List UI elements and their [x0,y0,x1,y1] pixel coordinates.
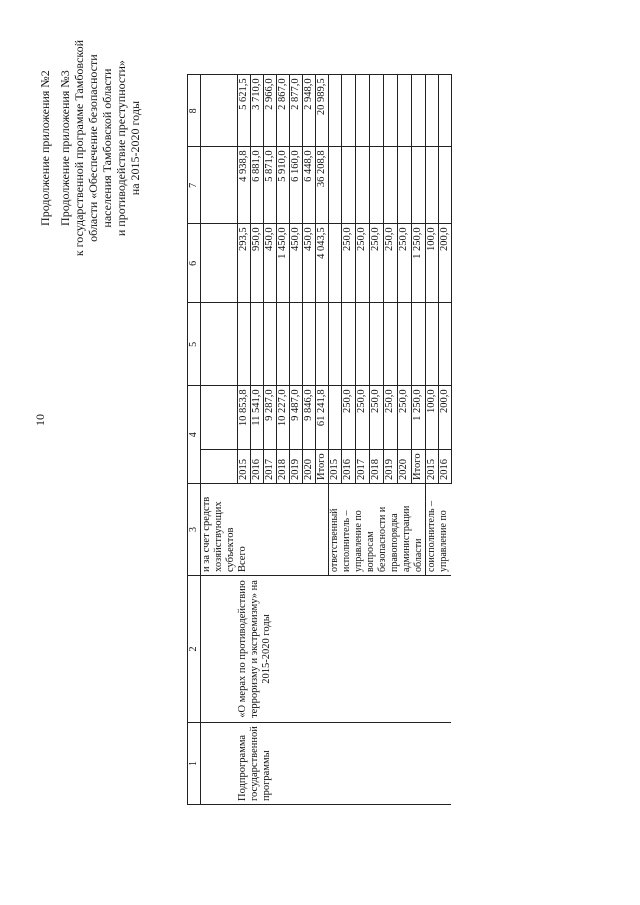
value-cell: 293,5 [237,224,250,303]
value-cell: 9 487,0 [289,386,302,450]
subprogram-label: Подпрограмма государственной программы [237,723,328,805]
year-cell: 2015 [425,450,438,484]
value-cell: 1 450,0 [276,224,289,303]
value-cell: 10 227,0 [276,386,289,450]
table-row [237,75,250,805]
value-cell: 250,0 [370,386,384,450]
label-line: управление по [352,510,364,572]
value-cell: 36 208,8 [315,147,328,224]
funding-source-label: и за счет средств хозяйствующих субъектов [201,484,238,576]
value-cell [328,386,342,450]
header-line: к государственной программе Тамбовской [72,40,86,257]
col-number: 2 [188,576,201,723]
col-number: 5 [188,303,201,386]
table-row [328,75,342,805]
value-cell: 4 043,5 [315,224,328,303]
value-cell [328,224,342,303]
total-label: Всего [237,484,328,576]
header-line: области «Обеспечение безопасности [86,54,100,242]
executor-label [328,484,425,576]
label-line: исполнитель – [340,510,352,572]
value-cell: 250,0 [397,386,411,450]
value-cell: 4 938,8 [237,147,250,224]
value-cell: 200,0 [438,224,451,303]
page-number: 10 [33,414,47,426]
value-cell: 3 710,0 [250,75,263,147]
value-cell: 250,0 [356,224,370,303]
value-cell: 5 621,5 [237,75,250,147]
value-cell: 2 966,0 [263,75,276,147]
year-cell: 2015 [237,450,250,484]
value-cell: 2 948,0 [302,75,315,147]
label-line: управление по [437,510,449,572]
value-cell: 6 448,0 [302,147,315,224]
label-line: вопросам [364,531,376,572]
value-cell: 6 160,0 [289,147,302,224]
header-line: на 2015-2020 годы [128,100,142,196]
col-number: 7 [188,147,201,224]
year-cell: Итого [315,450,328,484]
table-row [201,75,238,805]
header-line-1: Продолжение приложения №2 [38,70,52,226]
col-number: 3 [188,484,201,576]
year-cell: 2016 [438,450,451,484]
value-cell: 2 867,0 [276,75,289,147]
value-cell: 450,0 [263,224,276,303]
header-line: и противодействие преступности» [114,60,128,237]
value-cell: 250,0 [383,224,397,303]
value-cell: 1 250,0 [411,224,425,303]
value-cell: 200,0 [438,386,451,450]
value-cell: 20 989,5 [315,75,328,147]
value-cell: 450,0 [289,224,302,303]
year-cell: 2020 [397,450,411,484]
value-cell: 61 241,8 [315,386,328,450]
value-cell: 5 910,0 [276,147,289,224]
col-number: 6 [188,224,201,303]
col-number: 8 [188,75,201,147]
year-cell: 2019 [383,450,397,484]
value-cell: 5 871,0 [263,147,276,224]
value-cell: 10 853,8 [237,386,250,450]
value-cell: 250,0 [356,386,370,450]
value-cell: 11 541,0 [250,386,263,450]
value-cell: 250,0 [383,386,397,450]
label-line: соисполнитель – [425,500,437,572]
value-cell: 950,0 [250,224,263,303]
value-cell: 2 877,0 [289,75,302,147]
value-cell: 9 846,0 [302,386,315,450]
appendix-header [38,40,142,256]
year-cell: 2017 [356,450,370,484]
year-cell: 2018 [370,450,384,484]
year-cell: 2016 [342,450,356,484]
year-cell: 2016 [250,450,263,484]
budget-table [187,74,452,805]
value-cell: 250,0 [397,224,411,303]
label-line: области [412,538,424,572]
label-line: администрации [400,505,412,572]
value-cell: 100,0 [425,224,438,303]
year-cell: 2017 [263,450,276,484]
year-cell: 2019 [289,450,302,484]
label-line: безопасности и [376,506,388,572]
subprogram-name: «О мерах по противодействию терроризму и экстремизму» на 2015-2020 годы [237,576,328,723]
header-line: населения Тамбовской области [100,68,114,228]
label-line: правопорядка [388,513,400,572]
co-executor-label [425,484,451,576]
year-cell: 2015 [328,450,342,484]
value-cell: 450,0 [302,224,315,303]
value-cell: 1 250,0 [411,386,425,450]
label-line: ответственный [328,508,340,572]
value-cell: 250,0 [342,386,356,450]
value-cell: 250,0 [370,224,384,303]
header-line: Продолжение приложения №3 [58,70,72,226]
col-number: 4 [188,386,201,484]
year-cell: Итого [411,450,425,484]
year-cell: 2018 [276,450,289,484]
value-cell: 6 881,0 [250,147,263,224]
year-cell: 2020 [302,450,315,484]
value-cell: 9 287,0 [263,386,276,450]
column-number-row [188,75,201,805]
value-cell: 250,0 [342,224,356,303]
value-cell: 100,0 [425,386,438,450]
col-number: 1 [188,723,201,805]
